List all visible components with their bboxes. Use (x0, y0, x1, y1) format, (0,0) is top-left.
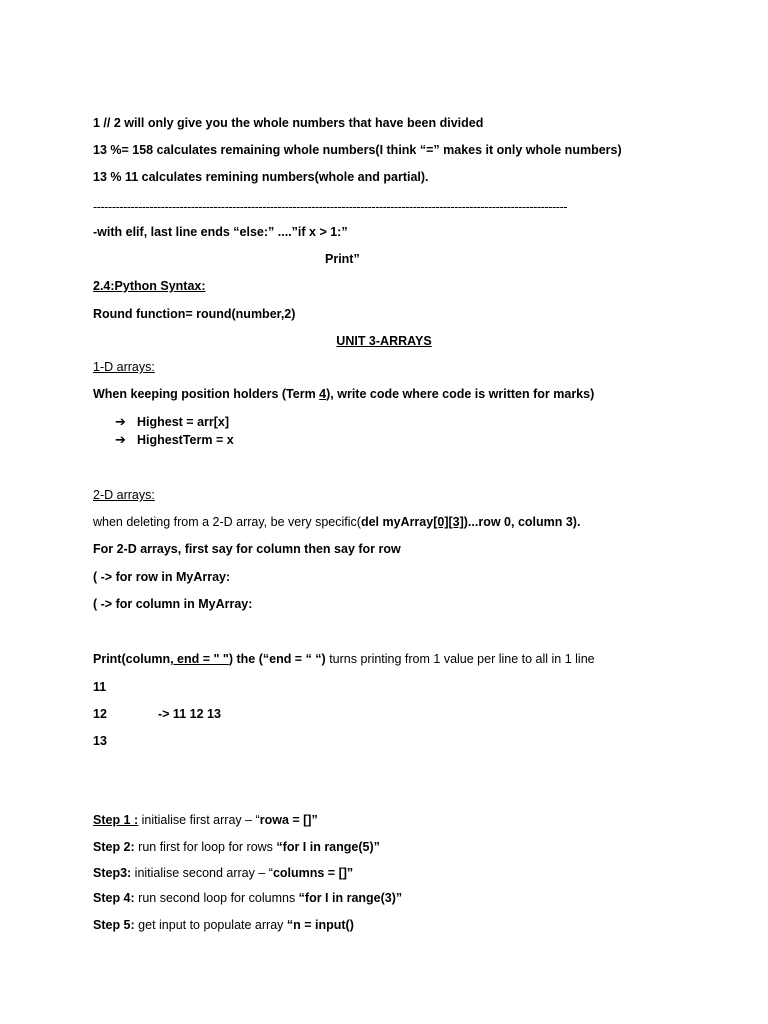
step-label: Step 1 : (93, 813, 139, 827)
text-part: del myArray (360, 515, 434, 529)
step-text: get input to populate array (134, 918, 287, 932)
code-for-row: ( -> for row in MyArray: (93, 570, 231, 584)
step-code: columns = []” (272, 866, 354, 880)
step-3 (93, 865, 353, 881)
note-position-holders (93, 386, 594, 402)
step-code: rowa = []” (259, 813, 318, 827)
heading-1d-arrays: 1-D arrays: (93, 360, 155, 374)
text-part: turns printing from 1 value per line to all in 1 line (325, 652, 595, 666)
example-value: 13 (93, 734, 107, 748)
arrow-right-icon: ➔ (115, 414, 126, 429)
text-part: ), write code where code is written for marks) (326, 387, 595, 401)
heading-2d-arrays: 2-D arrays: (93, 488, 155, 502)
step-label: Step 2: (93, 840, 135, 854)
step-2 (93, 839, 380, 855)
heading-python-syntax: 2.4:Python Syntax: (93, 279, 206, 293)
step-text: initialise second array – “ (131, 866, 273, 880)
divider-line: ------------------------------------------------------------------------------------------------------------------------------ (93, 200, 568, 214)
note-floor-division: 1 // 2 will only give you the whole numbers that have been divided (93, 116, 484, 130)
text-part: 12 (93, 707, 107, 721)
step-code: “for I in range(3)” (298, 891, 403, 905)
note-print-end (93, 651, 595, 667)
text-part: , end = " " (170, 652, 229, 666)
text-part: When keeping position holders (Term (93, 387, 320, 401)
code-for-column: ( -> for column in MyArray: (93, 597, 253, 611)
bullet-text: HighestTerm = x (137, 433, 234, 447)
step-text: initialise first array – “ (138, 813, 260, 827)
heading-unit-3-arrays: UNIT 3-ARRAYS (336, 334, 432, 348)
note-round-function: Round function= round(number,2) (93, 307, 296, 321)
step-label: Step3: (93, 866, 132, 880)
step-code: “for I in range(5)” (276, 840, 380, 854)
note-print: Print” (325, 252, 360, 266)
text-part: Print(column (93, 652, 171, 666)
arrow-right-icon: ➔ (115, 432, 126, 447)
text-part: ) the (“end = “ “) (228, 652, 326, 666)
step-5 (93, 917, 354, 933)
note-delete-2d (93, 514, 580, 530)
step-1 (93, 812, 318, 828)
bullet-item (115, 414, 229, 430)
step-text: run second loop for columns (134, 891, 299, 905)
step-label: Step 4: (93, 891, 135, 905)
note-column-row-order: For 2-D arrays, first say for column then say for row (93, 542, 401, 556)
bullet-item (115, 432, 234, 448)
example-value (93, 706, 221, 722)
example-value: 11 (93, 680, 107, 694)
text-part: when deleting from a 2-D array, be very specific( (93, 515, 361, 529)
step-4 (93, 890, 402, 906)
note-modulo-assign: 13 %= 158 calculates remaining whole numbers(I think “=” makes it only whole numbers) (93, 143, 622, 157)
text-part: 4 (319, 387, 327, 401)
step-code: “n = input() (286, 918, 354, 932)
text-part: [0][3] (433, 515, 464, 529)
step-label: Step 5: (93, 918, 135, 932)
note-elif: -with elif, last line ends “else:” ....”if x > 1:” (93, 225, 348, 239)
bullet-text: Highest = arr[x] (137, 415, 230, 429)
step-text: run first for loop for rows (134, 840, 277, 854)
text-part: -> 11 12 13 (158, 707, 221, 721)
note-modulo: 13 % 11 calculates remining numbers(whole and partial). (93, 170, 429, 184)
text-part: )...row 0, column 3). (463, 515, 581, 529)
